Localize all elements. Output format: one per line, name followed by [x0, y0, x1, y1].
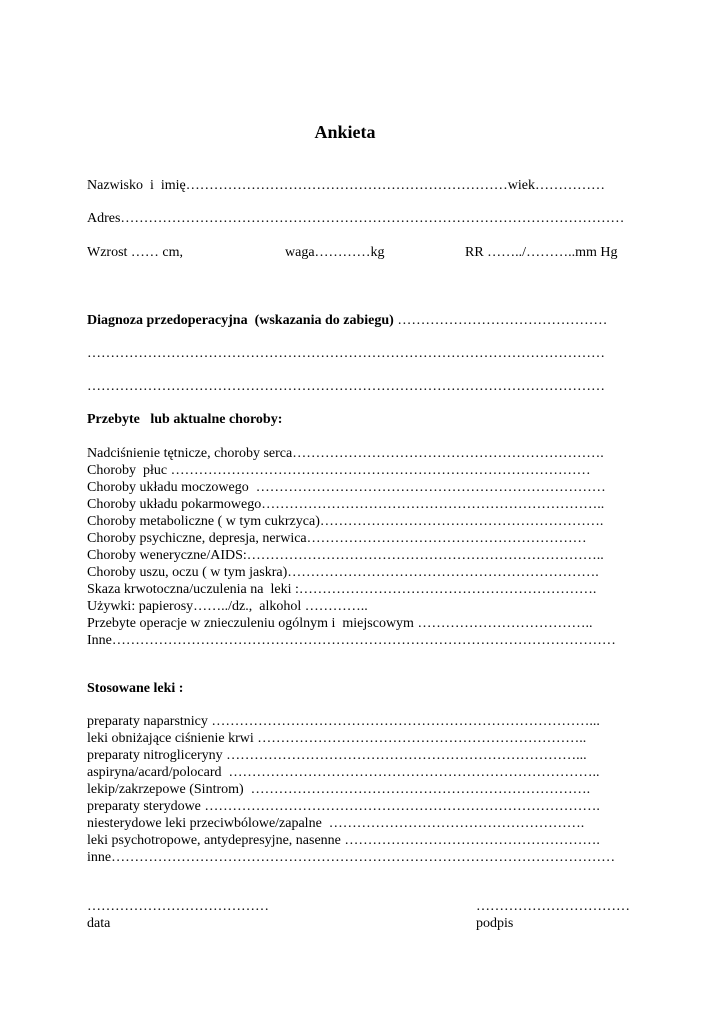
list-item: Choroby metaboliczne ( w tym cukrzyca)…………………………………………………….	[87, 514, 604, 529]
list-item: Choroby układu pokarmowego………………………………………………………………..	[87, 497, 605, 512]
signature-label: podpis	[476, 916, 514, 931]
list-item: Choroby układu moczowego …………………………………………………………………	[87, 480, 606, 495]
list-item: Choroby weneryczne/AIDS:…………………………………………………………………..	[87, 548, 604, 563]
address-line: Adres………………………………………………………………………………………………	[87, 211, 625, 226]
diagnosis-label: Diagnoza przedoperacyjna (wskazania do zabiegu)	[87, 313, 394, 328]
list-item: preparaty sterydowe ………………………………………………………………………….	[87, 799, 600, 814]
list-item: leki obniżające ciśnienie krwi ……………………………………………………………..	[87, 731, 587, 746]
list-item: lekip/zakrzepowe (Sintrom) ……………………………………………………………….	[87, 782, 591, 797]
list-item: Choroby uszu, oczu ( w tym jaskra)………………………………………………………….	[87, 565, 599, 580]
height-field: Wzrost …… cm,	[87, 245, 184, 260]
diagnosis-dots: ………………………………………	[393, 313, 608, 328]
list-item: niesterydowe leki przeciwbólowe/zapalne ……………………………………………….	[87, 816, 585, 831]
list-item: inne………………………………………………………………………………………………	[87, 850, 616, 865]
diagnosis-line-3: …………………………………………………………………………………………………	[87, 379, 605, 394]
weight-field: waga…………kg	[285, 245, 385, 260]
date-dots: …………………………………	[87, 899, 269, 914]
list-item: Inne………………………………………………………………………………………………	[87, 633, 616, 648]
name-age-line: Nazwisko i imię……………………………………………………………wiek……………	[87, 178, 605, 193]
list-item: preparaty naparstnicy ………………………………………………………………………...	[87, 714, 600, 729]
signature-dots: ……………………………	[476, 899, 630, 914]
list-item: leki psychotropowe, antydepresyjne, nasenne ……………………………………………….	[87, 833, 600, 848]
list-item: Nadciśnienie tętnicze, choroby serca………………………………………………………….	[87, 446, 604, 461]
list-item: preparaty nitrogliceryny …………………………………………………………………...	[87, 748, 587, 763]
diagnosis-line-2: …………………………………………………………………………………………………	[87, 346, 605, 361]
blood-pressure-field: RR ……../………..mm Hg	[465, 245, 618, 260]
diagnosis-line	[87, 312, 607, 329]
list-item: Przebyte operacje w znieczuleniu ogólnym i miejscowym ………………………………..	[87, 616, 593, 631]
medications-list	[87, 713, 615, 866]
list-item: Choroby psychiczne, depresja, nerwica……………………………………………………	[87, 531, 587, 546]
list-item: aspiryna/acard/polocard ……………………………………………………………………..	[87, 765, 600, 780]
date-label: data	[87, 916, 111, 931]
diseases-list	[87, 445, 616, 649]
list-item: Używki: papierosy……../dz., alkohol …………..	[87, 599, 368, 614]
list-item: Skaza krwotoczna/uczulenia na leki :……………………………………………………….	[87, 582, 597, 597]
medications-heading: Stosowane leki :	[87, 681, 184, 696]
diseases-heading: Przebyte lub aktualne choroby:	[87, 412, 283, 427]
list-item: Choroby płuc ………………………………………………………………………………	[87, 463, 591, 478]
page-title: Ankieta	[314, 122, 376, 142]
